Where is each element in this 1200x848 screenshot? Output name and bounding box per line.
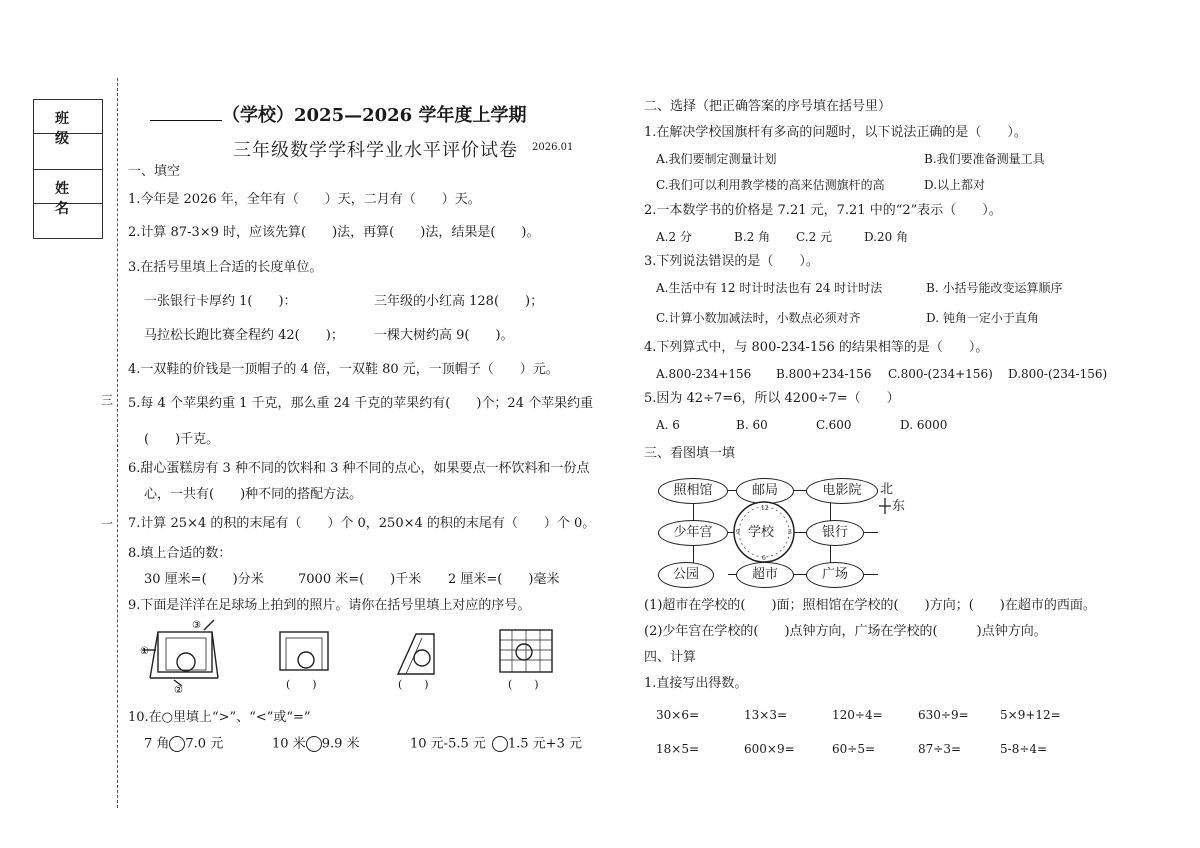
choice-2-3a: A.生活中有 12 时计时法也有 24 时计时法 xyxy=(656,281,883,295)
map-post-office: 邮局 xyxy=(736,478,794,504)
calc-item: 30×6= xyxy=(656,708,700,722)
compass-arrow-icon xyxy=(878,496,892,516)
map-park: 公园 xyxy=(658,562,714,588)
question-1-3d: 一棵大树约高 9( )。 xyxy=(374,328,514,343)
choice-2-2a: A.2 分 xyxy=(656,230,692,244)
svg-text:6: 6 xyxy=(762,555,766,562)
question-1-3: 3.在括号里填上合适的长度单位。 xyxy=(128,260,323,275)
map-square: 广场 xyxy=(806,562,864,588)
question-3-2: (2)少年宫在学校的( )点钟方向，广场在学校的( )点钟方向。 xyxy=(644,624,1047,639)
question-1-7: 7.计算 25×4 的积的末尾有（ ）个 0，250×4 的积的末尾有（ ）个 0。 xyxy=(128,516,596,531)
choice-2-4a: A.800-234+156 xyxy=(656,367,752,381)
map-school: 学校 xyxy=(748,525,775,540)
choice-2-1c: C.我们可以利用教学楼的高来估测旗杆的高 xyxy=(656,178,885,192)
question-1-4: 4.一双鞋的价钱是一顶帽子的 4 倍，一双鞋 80 元，一顶帽子（ ）元。 xyxy=(128,362,559,377)
section4-heading: 四、计算 xyxy=(644,650,697,665)
school-name-blank[interactable] xyxy=(150,106,222,121)
svg-text:9: 9 xyxy=(736,529,740,536)
name-label-cell xyxy=(34,170,102,217)
choice-2-2c: C.2 元 xyxy=(796,230,833,244)
margin-mark: 三 xyxy=(101,393,114,407)
question-1-10: 10.在○里填上“>”、“<”或“=” xyxy=(128,710,311,725)
question-1-8b: 7000 米=( )千米 xyxy=(298,572,422,587)
q9-blank-a[interactable]: ( ) xyxy=(286,678,317,691)
exam-title-line2: 三年级数学学科学业水平评价试卷 xyxy=(233,140,518,161)
question-1-8: 8.填上合适的数： xyxy=(128,546,232,561)
choice-2-3d: D. 钝角一定小于直角 xyxy=(926,311,1039,325)
exam-title-line1 xyxy=(150,101,526,127)
calc-item: 630÷9= xyxy=(918,708,969,722)
exam-date: 2026.01 xyxy=(532,142,574,153)
compare-circle-icon[interactable] xyxy=(169,736,185,752)
svg-text:12: 12 xyxy=(761,505,769,512)
calc-item: 120÷4= xyxy=(832,708,883,722)
choice-2-5a: A. 6 xyxy=(656,418,680,432)
choice-2-1b: B.我们要准备测量工具 xyxy=(924,152,1045,166)
section1-heading: 一、填空 xyxy=(128,164,181,179)
question-2-3: 3.下列说法错误的是（ ）。 xyxy=(644,254,819,269)
question-2-4: 4.下列算式中，与 800-234-156 的结果相等的是（ ）。 xyxy=(644,340,989,355)
question-1-5-line2: ( )千克。 xyxy=(144,432,220,447)
compass-east: 东 xyxy=(892,499,906,514)
q10b-right: 9.9 米 xyxy=(321,736,360,752)
choice-2-2b: B.2 角 xyxy=(734,230,771,244)
choice-2-1a: A.我们要制定测量计划 xyxy=(656,152,777,166)
map-bank: 银行 xyxy=(806,520,864,546)
goal-photo-b xyxy=(398,634,434,674)
svg-text:3: 3 xyxy=(788,529,792,536)
question-4-1: 1.直接写出得数。 xyxy=(644,676,748,691)
question-2-2: 2.一本数学书的价格是 7.21 元，7.21 中的“2”表示（ ）。 xyxy=(644,203,1002,218)
calc-item: 87÷3= xyxy=(918,742,962,756)
choice-2-5d: D. 6000 xyxy=(900,418,948,432)
choice-2-4d: D.800-(234-156) xyxy=(1008,367,1108,381)
question-1-3b: 三年级的小红高 128( )； xyxy=(374,294,544,309)
question-1-6-line2: 心，一共有( )种不同的搭配方法。 xyxy=(144,487,363,502)
class-label: 班 级 xyxy=(55,111,81,147)
goal-photo-c xyxy=(500,630,552,672)
question-2-1: 1.在解决学校国旗杆有多高的问题时，以下说法正确的是（ ）。 xyxy=(644,125,1027,140)
choice-2-5c: C.600 xyxy=(816,418,852,432)
choice-2-3c: C.计算小数加减法时，小数点必须对齐 xyxy=(656,311,861,325)
question-1-9: 9.下面是洋洋在足球场上拍到的照片。请你在括号里填上对应的序号。 xyxy=(128,598,531,613)
map-photo-studio: 照相馆 xyxy=(658,478,728,504)
question-1-6-line1: 6.甜心蛋糕房有 3 种不同的饮料和 3 种不同的点心，如果要点一杯饮料和一份点 xyxy=(128,461,590,476)
compass-north: 北 xyxy=(880,482,894,497)
question-1-1: 1.今年是 2026 年，全年有（ ）天，二月有（ ）天。 xyxy=(128,192,481,207)
choice-2-5b: B. 60 xyxy=(736,418,768,432)
question-1-10a xyxy=(144,736,223,753)
question-1-8c: 2 厘米=( )毫米 xyxy=(448,572,560,587)
question-1-10b xyxy=(272,736,360,753)
question-3-1: (1)超市在学校的( )面；照相馆在学校的( )方向；( )在超市的西面。 xyxy=(644,598,1096,613)
goal-photo-a xyxy=(280,632,328,670)
question-1-5-line1: 5.每 4 个苹果约重 1 千克，那么重 24 千克的苹果约有( )个；24 个苹果约重 xyxy=(128,396,594,411)
question-2-5: 5.因为 42÷7=6，所以 4200÷7=（ ） xyxy=(644,391,900,406)
question-1-3a: 一张银行卡厚约 1( )： xyxy=(144,294,297,309)
question-1-8a: 30 厘米=( )分米 xyxy=(144,572,264,587)
mark-1: ① xyxy=(140,646,149,657)
q10a-left: 7 角 xyxy=(144,736,170,752)
q9-blank-c[interactable]: ( ) xyxy=(508,678,539,691)
map-cinema: 电影院 xyxy=(806,478,878,504)
choice-2-4b: B.800+234-156 xyxy=(776,367,872,381)
calc-item: 18×5= xyxy=(656,742,700,756)
choice-2-3b: B. 小括号能改变运算顺序 xyxy=(926,281,1063,295)
margin-mark: 一 xyxy=(101,517,114,531)
location-map xyxy=(656,470,916,592)
calc-item: 5×9+12= xyxy=(1000,708,1061,722)
choice-2-4c: C.800-(234+156) xyxy=(888,367,993,381)
calc-item: 5-8÷4= xyxy=(1000,742,1048,756)
goal-diagram xyxy=(142,620,218,686)
map-supermarket: 超市 xyxy=(736,562,794,588)
name-field[interactable] xyxy=(34,204,102,238)
q10b-left: 10 米 xyxy=(272,736,306,752)
calc-item: 600×9= xyxy=(744,742,795,756)
section2-heading: 二、选择（把正确答案的序号填在括号里） xyxy=(644,99,892,114)
choice-2-1d: D.以上都对 xyxy=(924,178,986,192)
calc-item: 13×3= xyxy=(744,708,788,722)
compare-circle-icon[interactable] xyxy=(492,736,508,752)
class-label-cell xyxy=(34,100,102,147)
compare-circle-icon[interactable] xyxy=(306,736,322,752)
choice-2-2d: D.20 角 xyxy=(864,230,909,244)
q10c-right: 1.5 元+3 元 xyxy=(507,736,582,752)
calc-item: 60÷5= xyxy=(832,742,876,756)
student-info-box xyxy=(33,99,103,239)
mark-2: ② xyxy=(174,685,183,696)
binding-line xyxy=(117,78,118,808)
question-1-10c xyxy=(410,736,582,753)
question-1-3c: 马拉松长跑比赛全程约 42( )； xyxy=(144,328,344,343)
q10c-left: 10 元-5.5 元 xyxy=(410,736,486,752)
map-youth-palace: 少年宫 xyxy=(658,520,728,546)
section3-heading: 三、看图填一填 xyxy=(644,446,736,461)
q9-blank-b[interactable]: ( ) xyxy=(398,678,429,691)
name-label: 姓 名 xyxy=(55,181,81,217)
question-1-2: 2.计算 87-3×9 时，应该先算( )法，再算( )法，结果是( )。 xyxy=(128,225,540,240)
q10a-right: 7.0 元 xyxy=(185,736,224,752)
title-line1-text: （学校）2025—2026 学年度上学期 xyxy=(222,105,527,126)
mark-3: ③ xyxy=(192,620,201,631)
class-field[interactable] xyxy=(34,134,102,170)
